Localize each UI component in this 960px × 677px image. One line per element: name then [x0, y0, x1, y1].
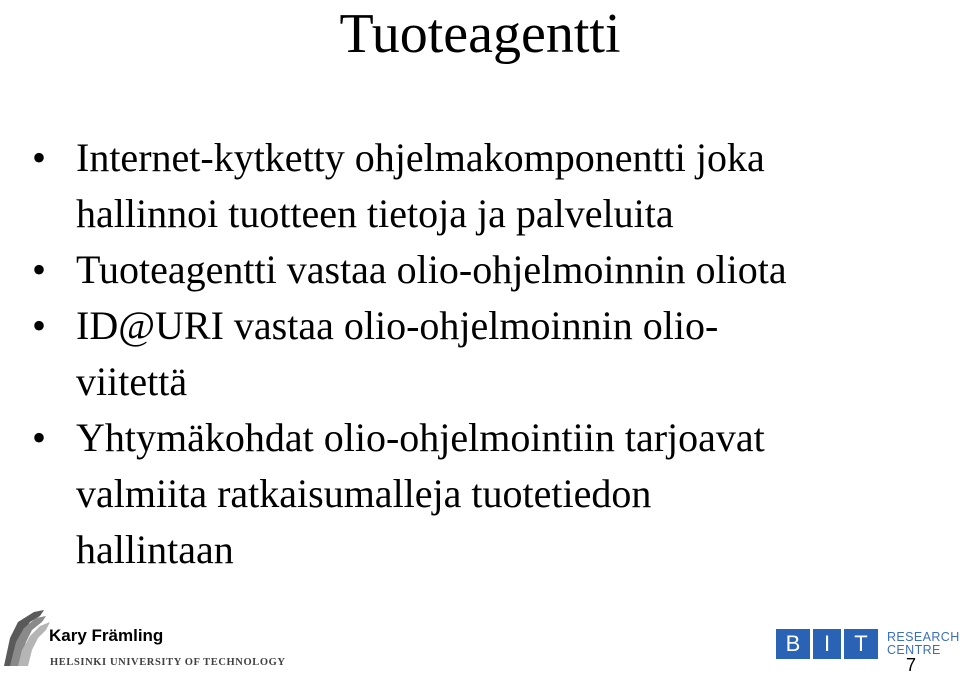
bit-logo-text-line: RESEARCH [887, 630, 960, 644]
bullet-item [30, 298, 950, 410]
bullet-glyph: • [32, 415, 47, 460]
footer-university: HELSINKI UNIVERSITY OF TECHNOLOGY [50, 657, 286, 668]
bullet-item [30, 410, 950, 578]
bullet-item [30, 242, 950, 298]
bullet-text-line: Internet-kytketty ohjelmakomponentti joka [76, 135, 765, 180]
bullet-text-line: Tuoteagentti vastaa olio-ohjelmoinnin oliota [76, 247, 787, 292]
bit-logo-letter: I [813, 629, 841, 659]
bullet-item [30, 130, 950, 242]
bit-research-centre-logo [776, 628, 960, 660]
bullet-text-line: Yhtymäkohdat olio-ohjelmointiin tarjoavat [76, 415, 765, 460]
bit-logo-letter: B [776, 629, 810, 659]
bit-logo-text-line: CENTRE [887, 643, 941, 657]
footer-author: Kary Främling [49, 626, 164, 645]
bullet-text-line: hallinnoi tuotteen tietoja ja palveluita [76, 191, 674, 236]
bullet-glyph: • [32, 135, 47, 180]
bullet-glyph: • [32, 303, 47, 348]
bullet-text-line: valmiita ratkaisumalleja tuotetiedon [76, 471, 652, 516]
bit-logo-text [887, 631, 960, 657]
page-number: 7 [906, 655, 917, 675]
bullet-list [30, 130, 950, 578]
slide-title: Tuoteagentti [339, 3, 621, 65]
bullet-glyph: • [32, 247, 47, 292]
bit-logo-letter: T [844, 629, 878, 659]
bullet-text-line: viitettä [76, 359, 188, 404]
bullet-text-line: hallintaan [76, 527, 234, 572]
hut-logo-icon [0, 608, 52, 668]
bullet-text-line: ID@URI vastaa olio-ohjelmoinnin olio- [76, 303, 719, 348]
